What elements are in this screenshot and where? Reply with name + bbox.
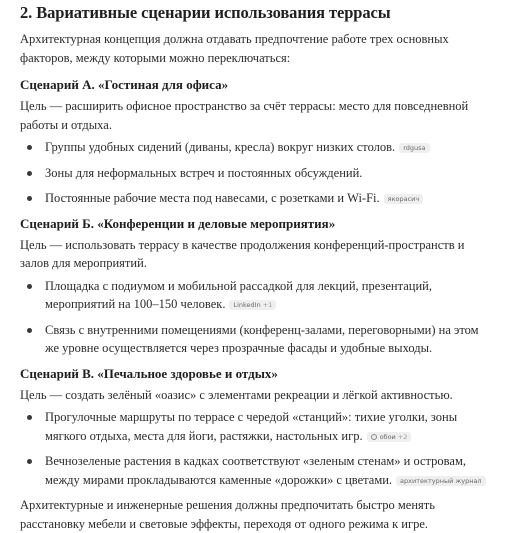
bullet-icon <box>27 171 32 176</box>
intro-paragraph: Архитектурная концепция должна отдавать предпочтение работе трех основных факторов, между которыми можно переключаться: <box>20 32 449 65</box>
source-chip-label: LinkedIn <box>233 301 261 309</box>
list-item <box>20 452 495 489</box>
bullet-icon <box>27 459 32 464</box>
source-chip[interactable] <box>367 432 412 442</box>
section-heading: 2. Вариативные сценарии использования террасы <box>20 3 391 22</box>
list-item <box>20 277 495 314</box>
scenario-list <box>20 277 495 358</box>
outro-paragraph: Архитектурные и инженерные решения должны предпочитать быстро менять расстановку мебели и световые эффекты, переходя от одного режима к игре. <box>20 498 435 531</box>
scenario-title: Сценарий В. «Печальное здоровье и отдых» <box>20 365 278 381</box>
scenario-goal: Цель — использовать террасу в качестве продолжения конференций-пространств и залов для мероприятий. <box>20 237 465 270</box>
source-chip-label: rdgusa <box>403 144 426 152</box>
scenario-goal: Цель — создать зелёный «оазис» с элементами рекреации и лёгкой активностью. <box>20 387 453 402</box>
bullet-icon <box>27 196 32 201</box>
list-item-text: Постоянные рабочие места под навесами, с розетками и Wi-Fi. <box>45 191 380 205</box>
scenario-title: Сценарий А. «Гостиная для офиса» <box>20 77 229 92</box>
list-item-text: Площадка с подиумом и мобильной рассадкой для лекций, презентаций, мероприятий на 100–150 человек. <box>45 278 432 311</box>
source-chip-count: +1 <box>262 301 273 309</box>
list-item-text: Прогулочные маршруты по террасе с чередой «станций»: тихие уголки, зоны мягкого отдыха, места для йоги, растяжки, настольных игр. <box>45 410 458 443</box>
source-chip-label: обои <box>379 432 396 441</box>
list-item-text: Группы удобных сидений (диваны, кресла) вокруг низких столов. <box>45 140 396 154</box>
source-chip[interactable] <box>399 143 429 153</box>
list-item <box>20 321 495 358</box>
list-item <box>20 138 495 157</box>
scenario-section <box>20 365 495 490</box>
list-item <box>20 164 495 183</box>
scenario-section <box>20 76 495 208</box>
list-item-text: Зоны для неформальных встреч и постоянных обсуждений. <box>45 165 363 180</box>
bullet-icon <box>27 415 32 420</box>
bullet-icon <box>27 284 32 289</box>
list-item-text: Вечнозеленые растения в кадках соответствуют «зеленым стенам» и островам, между мирами прокладываются каменные «дорожки» с цветами. <box>45 454 466 487</box>
list-item-text: Связь с внутренними помещениями (конференц-залами, переговорными) на этом же уровне осуществляется через прозрачные фасады и удобные выходы. <box>45 322 479 355</box>
scenario-list <box>20 408 495 489</box>
scenario-section <box>20 215 495 358</box>
source-chip-count: +2 <box>397 432 408 441</box>
scenarios-container <box>20 76 495 489</box>
scenario-goal: Цель — расширить офисное пространство за счёт террасы: место для повседневной работы и отдыха. <box>20 99 469 132</box>
scenario-list <box>20 138 495 208</box>
source-chip-label: якорасич <box>387 195 420 203</box>
bullet-icon <box>27 145 32 150</box>
list-item <box>20 408 495 445</box>
list-item <box>20 189 495 208</box>
source-chip[interactable] <box>384 194 424 204</box>
source-chip[interactable] <box>229 300 276 310</box>
bullet-icon <box>27 328 32 333</box>
scenario-title: Сценарий Б. «Конференции и деловые мероприятия» <box>20 215 336 231</box>
source-chip-label: архитектурный журнал <box>400 476 482 485</box>
source-chip[interactable] <box>396 476 486 486</box>
shield-icon <box>371 434 377 440</box>
